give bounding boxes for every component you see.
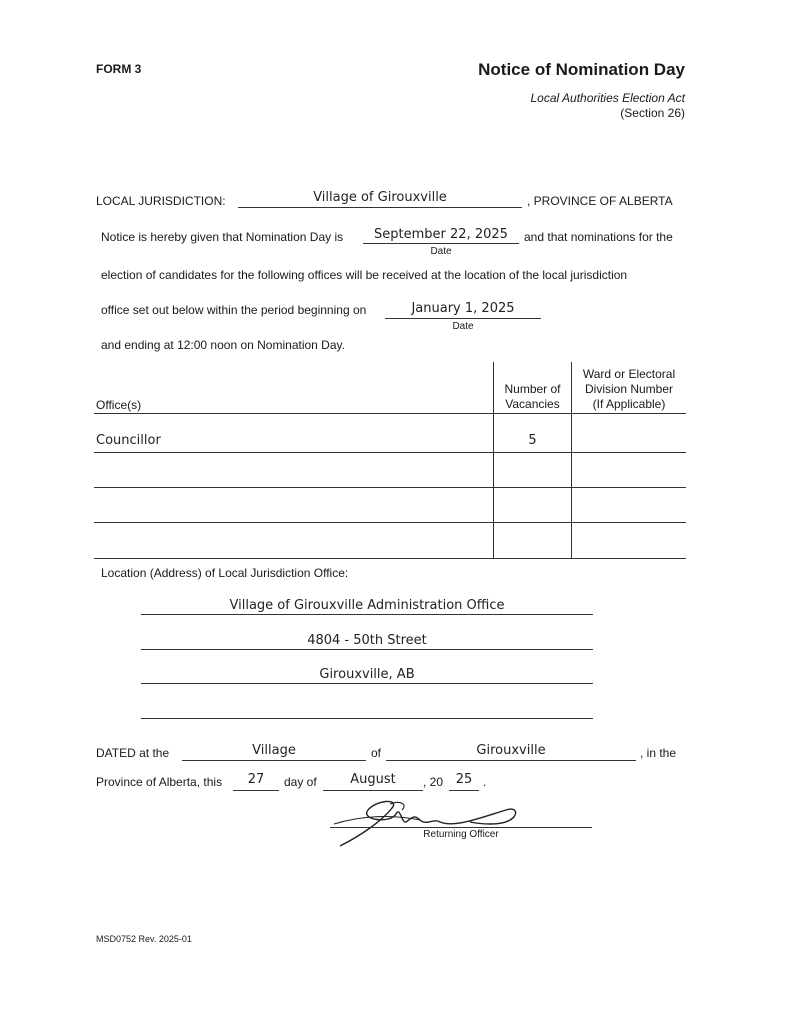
- start-date-value[interactable]: January 1, 2025: [411, 301, 515, 316]
- dated-end: .: [483, 775, 487, 789]
- dated-year[interactable]: 25: [455, 772, 473, 787]
- signature-line[interactable]: [330, 827, 592, 828]
- dated-day[interactable]: 27: [247, 772, 265, 787]
- table-row-rule: [94, 487, 686, 488]
- dated-place-type[interactable]: Village: [252, 743, 296, 758]
- dated-place-name[interactable]: Girouxville: [476, 743, 546, 758]
- notice-line1-pre: Notice is hereby given that Nomination Day is: [101, 230, 344, 244]
- col-header-ward: Ward or Electoral Division Number (If Applicable): [582, 367, 676, 411]
- notice-line2: election of candidates for the following offices will be received at the location of the local jurisdiction: [101, 268, 628, 282]
- location-line1[interactable]: Village of Girouxville Administration Office: [229, 598, 505, 613]
- signature-image: [330, 796, 530, 852]
- jurisdiction-value[interactable]: Village of Girouxville: [313, 190, 447, 205]
- dated-day-of: day of: [284, 775, 317, 789]
- row-office[interactable]: Councillor: [96, 433, 161, 448]
- table-row-rule: [94, 558, 686, 559]
- jurisdiction-label: LOCAL JURISDICTION:: [96, 194, 226, 208]
- nomination-day-underline: [363, 243, 519, 244]
- notice-line4: and ending at 12:00 noon on Nomination Day.: [101, 338, 345, 352]
- footer-code: MSD0752 Rev. 2025-01: [96, 934, 192, 944]
- dated-of: of: [371, 746, 382, 760]
- location-line3[interactable]: Girouxville, AB: [319, 667, 415, 682]
- location-label: Location (Address) of Local Jurisdiction Office:: [101, 566, 349, 580]
- act-section: (Section 26): [620, 106, 685, 120]
- nomination-day-value[interactable]: September 22, 2025: [374, 227, 508, 242]
- col-header-office: Office(s): [96, 398, 142, 412]
- dated-province-pre: Province of Alberta, this: [96, 775, 223, 789]
- table-row-rule: [94, 522, 686, 523]
- table-row-rule: [94, 452, 686, 453]
- dated-month[interactable]: August: [350, 772, 396, 787]
- table-header-rule: [94, 413, 686, 414]
- dated-year-prefix: , 20: [423, 775, 444, 789]
- notice-line3-pre: office set out below within the period beginning on: [101, 303, 367, 317]
- location-line2[interactable]: 4804 - 50th Street: [307, 633, 427, 648]
- dated-pre: DATED at the: [96, 746, 170, 760]
- act-name: Local Authorities Election Act: [530, 91, 685, 105]
- start-date-caption: Date: [452, 321, 474, 332]
- start-date-underline: [385, 318, 541, 319]
- notice-line1-post: and that nominations for the: [524, 230, 673, 244]
- date-caption: Date: [430, 246, 452, 257]
- signature-caption: Returning Officer: [423, 829, 499, 840]
- jurisdiction-underline: [238, 207, 522, 208]
- province-text: , PROVINCE OF ALBERTA: [527, 194, 673, 208]
- location-line4-blank[interactable]: [141, 718, 593, 719]
- dated-in-the: , in the: [640, 746, 677, 760]
- row-vacancies[interactable]: 5: [528, 433, 537, 448]
- form-label: FORM 3: [96, 62, 142, 76]
- col-header-vacancies: Number of Vacancies: [504, 382, 561, 411]
- page-title: Notice of Nomination Day: [478, 60, 685, 79]
